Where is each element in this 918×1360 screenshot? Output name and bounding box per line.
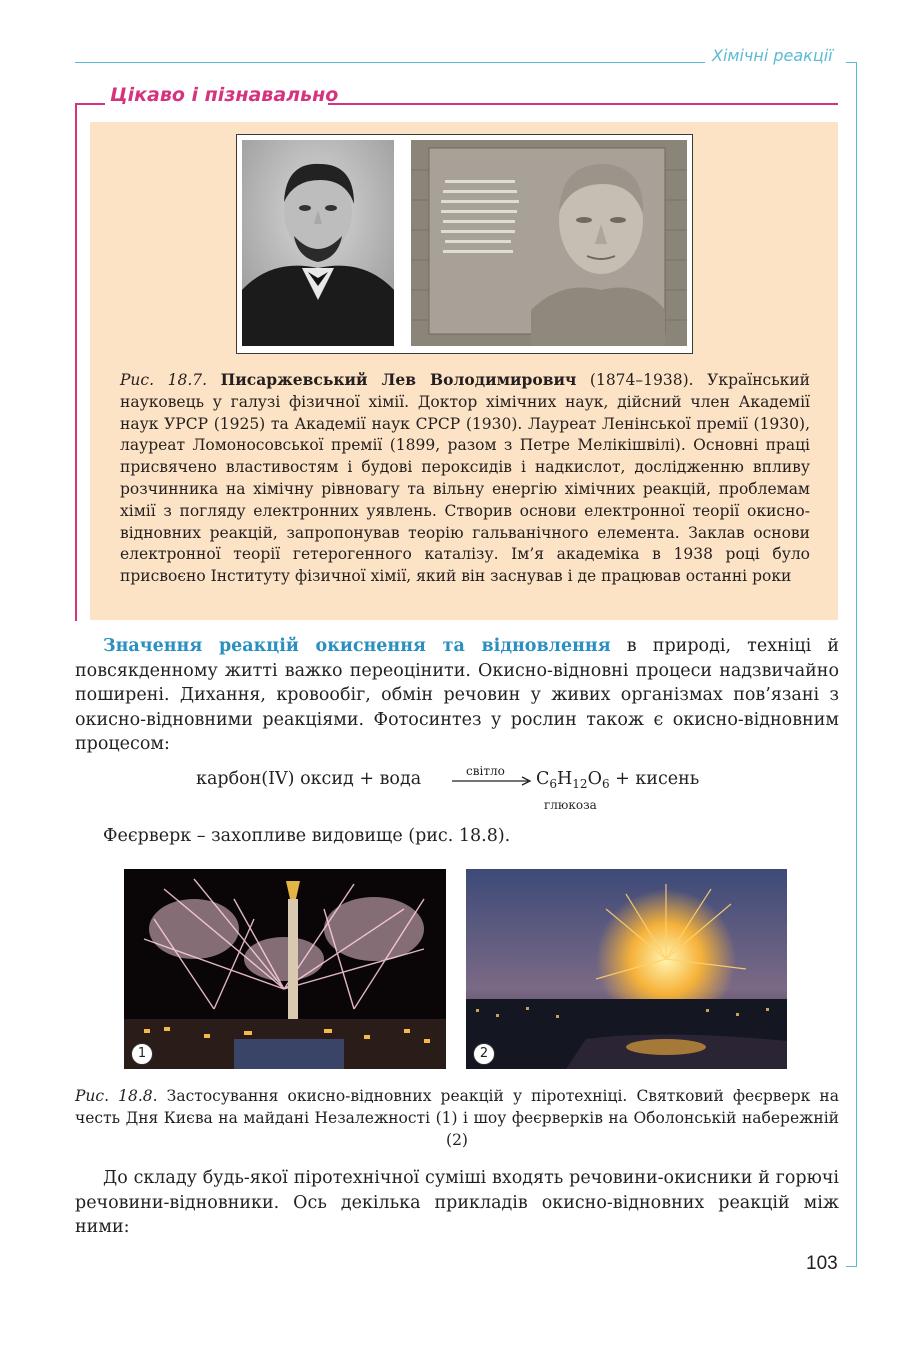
- figure-18-7-caption: [120, 369, 810, 588]
- memorial-plaque-photo: [411, 140, 687, 346]
- box-rule-vertical: [75, 103, 77, 621]
- paragraph-pyrotechnics: До складу будь-якої піротехнічної суміші входять речовини-окисники й горючі речовини-відновники. Ось декілька прикладів окисно-відновних реакцій між ними:: [75, 1168, 839, 1238]
- paragraph-significance: [75, 634, 839, 757]
- caption-person-name: Писаржевський Лев Володимирович: [220, 370, 577, 389]
- caption-fig-ref: Рис. 18.7.: [120, 371, 208, 389]
- section-title: Хімічні реакції: [712, 46, 833, 65]
- photo-2-number-badge: 2: [473, 1043, 495, 1065]
- page-number: 103: [806, 1253, 838, 1274]
- glucose-label: глюкоза: [544, 798, 597, 812]
- header-rule: [75, 62, 705, 63]
- equation-reactants: карбон(IV) оксид + вода: [196, 769, 422, 789]
- caption-text: (1874–1938). Український науковець у галузі фізичної хімії. Доктор хімічних наук, дійсний член Академії наук УРСР (1925) та Академії наук СРСР (1930). Лауреат Ленінської премії (1930), лауреат Ломоносовської премії (1899, разом з Петре Мелікішвілі). Основні праці присвячено властивостям і будові пероксидів і надкислот, дослідженню впливу розчинника на хімічну рівновагу та вільну енергію хімічних реакцій, проблемам хімії з погляду електронних уявлень. Створив основи електронної теорії окисно-відновних реакцій, запропонував теорію гальванічного елемента. Заклав основи електронної теорії гетерогенного каталізу. Ім’я академіка в 1938 році було присвоєно Інституту фізичної хімії, який він заснував і де працював останні роки: [120, 371, 810, 586]
- paragraph-fireworks: Феєрверк – захопливе видовище (рис. 18.8).: [103, 826, 511, 846]
- rail-tick-bottom: [846, 1266, 857, 1267]
- fireworks-photo-1: [124, 869, 446, 1069]
- right-margin-rule: [856, 62, 857, 1267]
- box-rule-right: [328, 103, 838, 105]
- fireworks-photo-2: [466, 869, 787, 1069]
- photosynthesis-equation: [196, 764, 756, 816]
- photo-1-number-badge: 1: [131, 1043, 153, 1065]
- box-title: Цікаво і пізнавально: [110, 84, 339, 106]
- caption2-text: Застосування окисно-відновних реакцій у піротехніці. Святковий феєрверк на честь Дня Києва на майдані Незалежності (1) і шоу феєрверків на Оболонській набережній (2): [75, 1087, 840, 1149]
- paragraph-text: в природі, техніці й повсякденному житті важко переоцінити. Окисно-відновні процеси надзвичайно поширені. Дихання, кровообіг, обмін речовин у живих організмах пов’язані з окисно-відновними реакціями. Фотосинтез у рослин також є окисно-відновним процесом:: [75, 636, 839, 755]
- highlighted-term: Значення реакцій окиснення та відновлення: [103, 636, 611, 656]
- equation-condition: світло: [466, 764, 505, 778]
- equation-products: $C_6H_{12}O_6$ + кисень: [536, 769, 700, 791]
- portrait-photo: [242, 140, 394, 346]
- box-rule-left: [75, 103, 105, 105]
- reaction-arrow-icon: [448, 764, 532, 794]
- figure-18-8-caption: [75, 1086, 839, 1151]
- caption2-fig-ref: Рис. 18.8.: [75, 1087, 158, 1105]
